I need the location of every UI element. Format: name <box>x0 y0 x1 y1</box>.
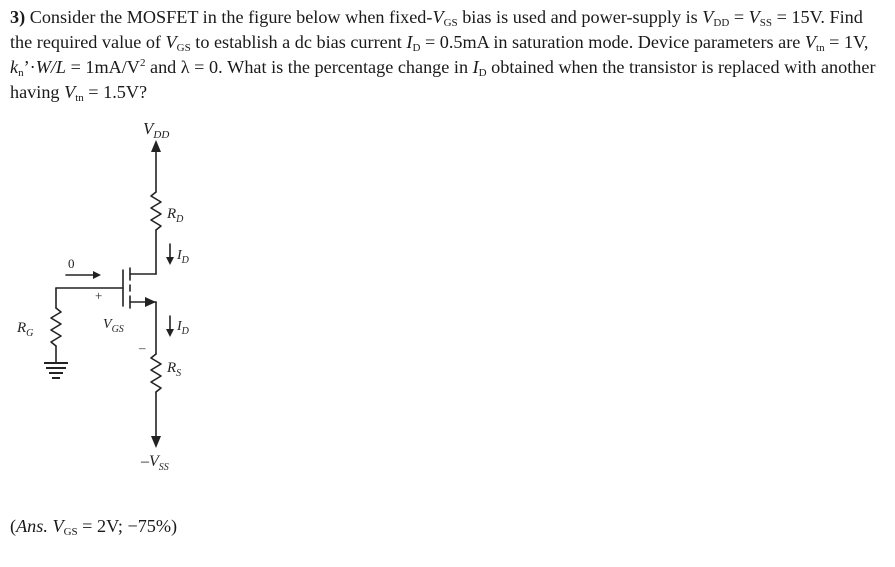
answer-subscript: GS <box>63 526 78 538</box>
vss-label: $-V_{SS}$ <box>141 453 169 473</box>
problem-text: = 15V. Find the required value of <box>10 7 863 52</box>
problem-text: = 1.5V? <box>83 82 148 102</box>
answer-open: ( <box>10 516 17 536</box>
problem-text: = <box>729 7 749 27</box>
gate-zero-label: 0 <box>68 256 75 271</box>
vdd-label: $V_{DD}$ <box>143 119 170 141</box>
rd-label: $R_D$ <box>167 206 184 225</box>
var: V <box>702 7 714 27</box>
var: V <box>165 32 177 52</box>
vss-arrowhead <box>151 436 161 448</box>
problem-statement <box>10 5 882 105</box>
rs-label: $R_S$ <box>167 360 182 379</box>
var: V <box>804 32 817 52</box>
answer-var: V <box>52 516 64 536</box>
ground-icon <box>44 363 68 378</box>
question-number: 3) <box>10 7 26 27</box>
subscript: GS <box>443 17 458 29</box>
problem-text: = 1mA/V <box>66 57 140 77</box>
problem-text: and λ = 0. What is the percentage change in <box>145 57 473 77</box>
subscript: SS <box>759 17 773 29</box>
var: V <box>748 7 760 27</box>
id-arrowhead-1 <box>166 257 174 265</box>
superscript: 2 <box>139 57 146 69</box>
subscript: DD <box>713 17 730 29</box>
subscript: tn <box>816 42 825 54</box>
subscript: n <box>18 67 24 79</box>
vgs-label: $V_{GS}$ <box>103 317 124 335</box>
var: k <box>10 57 19 77</box>
answer-value: = 2V; −75%) <box>77 516 178 536</box>
id-label-1: $I_D$ <box>177 248 189 266</box>
var: I <box>472 57 479 77</box>
source-arrowhead <box>145 297 156 307</box>
minus-label: – <box>139 340 146 355</box>
gate-arrowhead <box>93 271 101 279</box>
subscript: D <box>412 42 421 54</box>
vdd-arrowhead <box>151 140 161 152</box>
rg-label: $R_G$ <box>17 320 34 339</box>
problem-text: = 0.5mA in saturation mode. Device parameters are <box>420 32 805 52</box>
problem-text: Consider the MOSFET in the figure below when fixed- <box>25 7 433 27</box>
id-arrowhead-2 <box>166 329 174 337</box>
rg-resistor <box>51 308 61 346</box>
plus-label: + <box>95 288 103 303</box>
answer-line <box>10 514 177 539</box>
problem-text: to establish a dc bias current <box>190 32 407 52</box>
rs-resistor <box>151 354 161 392</box>
var: V <box>432 7 444 27</box>
problem-text: = 1V, <box>824 32 869 52</box>
problem-text: bias is used and power-supply is <box>457 7 703 27</box>
subscript: tn <box>75 92 84 104</box>
var: W/L <box>35 57 67 77</box>
problem-text: ’· <box>23 57 36 77</box>
problem-text: obtained when the transistor is replaced with another having <box>10 57 876 102</box>
mosfet-circuit-diagram <box>0 110 300 490</box>
answer-label: Ans. <box>16 516 48 536</box>
var: I <box>406 32 413 52</box>
subscript: D <box>478 67 487 79</box>
id-label-2: $I_D$ <box>177 319 189 337</box>
rd-resistor <box>151 192 161 230</box>
var: V <box>64 82 76 102</box>
subscript: GS <box>176 42 191 54</box>
